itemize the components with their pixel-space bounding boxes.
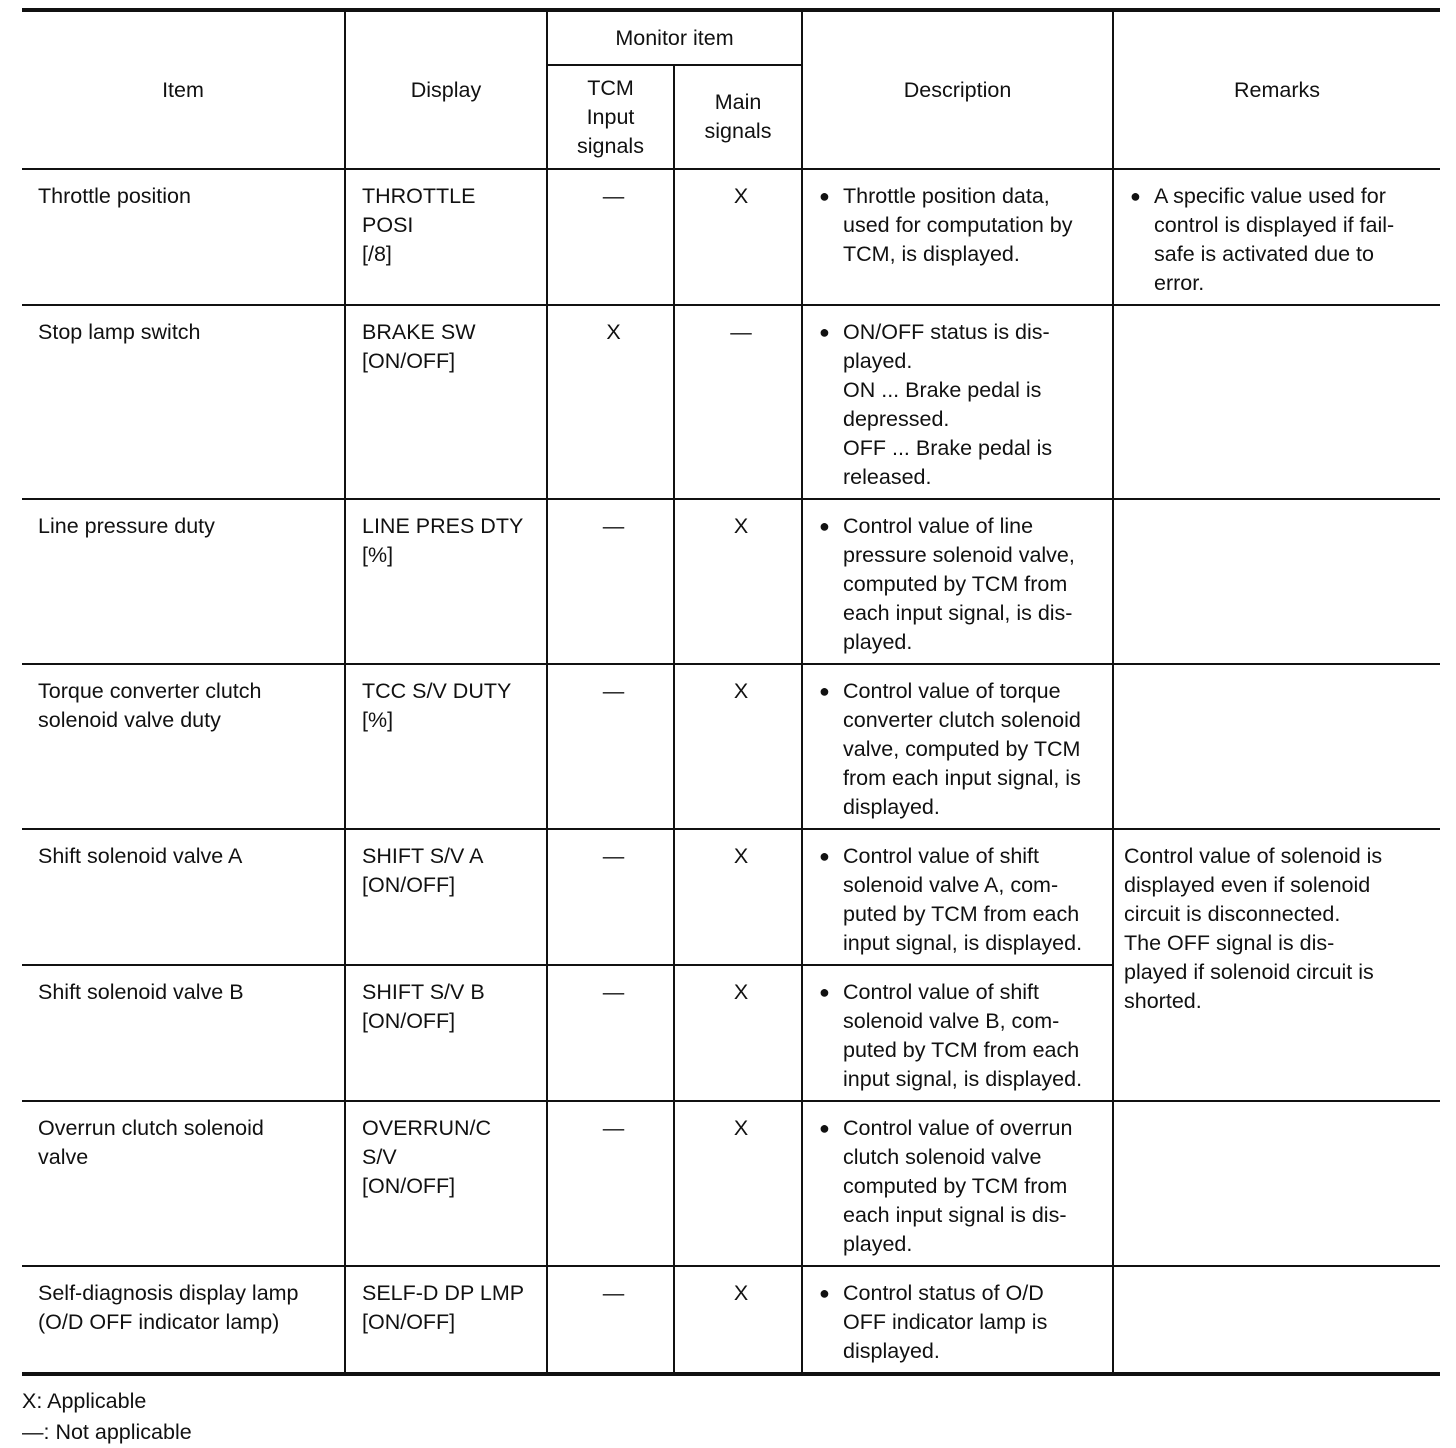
main-signal-mark: —: [674, 305, 802, 499]
tcm-input-mark: —: [547, 499, 674, 664]
display-cell-line: POSI: [362, 213, 414, 237]
display-cell-line: OVERRUN/C: [362, 1116, 492, 1140]
display-cell: [345, 664, 547, 829]
description-line: solenoid valve A, com-: [843, 873, 1059, 897]
description-line: input signal, is displayed.: [843, 931, 1083, 955]
display-cell-line: LINE PRES DTY: [362, 514, 524, 538]
tcm-input-mark: —: [547, 829, 674, 965]
description-line: TCM, is displayed.: [843, 242, 1020, 266]
tcm-input-mark: X: [547, 305, 674, 499]
display-cell-line: BRAKE SW: [362, 320, 476, 344]
description-line: played.: [843, 349, 913, 373]
bullet-icon: ●: [819, 982, 830, 1002]
header-tcm-input-signals-line: signals: [577, 133, 644, 158]
item-cell-line: solenoid valve duty: [38, 708, 221, 732]
shift-remarks-line: played if solenoid circuit is: [1124, 960, 1374, 984]
item-cell-line: (O/D OFF indicator lamp): [38, 1310, 280, 1334]
description-bullet-item: [819, 842, 1102, 958]
display-cell-line: TCC S/V DUTY: [362, 679, 512, 703]
main-signal-mark: X: [674, 1101, 802, 1266]
remarks-cell: [1113, 1266, 1440, 1374]
item-cell-line: Stop lamp switch: [38, 320, 201, 344]
document-page: [22, 8, 1440, 1448]
description-line: displayed.: [843, 1339, 940, 1363]
description-line: each input signal, is dis-: [843, 601, 1073, 625]
shift-remarks-line: Control value of solenoid is: [1124, 844, 1383, 868]
header-main-signals: [674, 65, 802, 169]
display-cell: [345, 965, 547, 1101]
description-bullet-item: [819, 677, 1102, 822]
bullet-icon: ●: [819, 1283, 830, 1303]
tcm-input-mark: —: [547, 169, 674, 305]
description-bullet-item: [819, 1279, 1102, 1366]
item-cell: [22, 169, 345, 305]
description-line: released.: [843, 465, 932, 489]
description-cell: [802, 169, 1113, 305]
description-cell: [802, 499, 1113, 664]
display-cell: [345, 499, 547, 664]
main-signal-mark: X: [674, 664, 802, 829]
remarks-cell: [1113, 1101, 1440, 1266]
description-line: computed by TCM from: [843, 572, 1068, 596]
header-description: Description: [802, 10, 1113, 169]
display-cell-line: [%]: [362, 543, 394, 567]
bullet-icon: ●: [819, 516, 830, 536]
description-cell: [802, 305, 1113, 499]
tcm-input-mark: —: [547, 664, 674, 829]
description-line: played.: [843, 1232, 913, 1256]
description-line: solenoid valve B, com-: [843, 1009, 1060, 1033]
description-line: Throttle position data,: [843, 184, 1050, 208]
display-cell: [345, 1266, 547, 1374]
description-line: depressed.: [843, 407, 950, 431]
item-cell-line: Shift solenoid valve B: [38, 980, 244, 1004]
description-cell: [802, 1101, 1113, 1266]
main-signal-mark: X: [674, 1266, 802, 1374]
bullet-icon: ●: [819, 846, 830, 866]
display-cell-line: SHIFT S/V B: [362, 980, 485, 1004]
bullet-icon: ●: [819, 322, 830, 342]
description-cell: [802, 829, 1113, 965]
description-line: Control value of torque: [843, 679, 1061, 703]
item-cell-line: Overrun clutch solenoid: [38, 1116, 264, 1140]
legend: [22, 1386, 1440, 1448]
remarks-cell: [1113, 305, 1440, 499]
display-cell-line: [ON/OFF]: [362, 1009, 456, 1033]
display-cell: [345, 1101, 547, 1266]
remarks-bullet-item: [1130, 182, 1430, 298]
description-cell: [802, 965, 1113, 1101]
remarks-line: control is displayed if fail-: [1154, 213, 1395, 237]
main-signal-mark: X: [674, 169, 802, 305]
item-cell: [22, 829, 345, 965]
header-display: Display: [345, 10, 547, 169]
description-line: computed by TCM from: [843, 1174, 1068, 1198]
bullet-icon: ●: [819, 1118, 830, 1138]
item-cell-line: Shift solenoid valve A: [38, 844, 243, 868]
main-signal-mark: X: [674, 499, 802, 664]
display-cell-line: [ON/OFF]: [362, 873, 456, 897]
description-line: converter clutch solenoid: [843, 708, 1081, 732]
description-line: puted by TCM from each: [843, 1038, 1080, 1062]
description-bullet-item: [819, 318, 1102, 492]
description-line: each input signal is dis-: [843, 1203, 1067, 1227]
description-line: Control value of shift: [843, 844, 1040, 868]
description-line: OFF ... Brake pedal is: [843, 436, 1053, 460]
remarks-line: safe is activated due to: [1154, 242, 1374, 266]
header-main-signals-line: Main: [714, 90, 762, 114]
legend-not-applicable: —: Not applicable: [22, 1420, 192, 1444]
header-item: Item: [22, 10, 345, 169]
description-line: from each input signal, is: [843, 766, 1081, 790]
item-cell-line: Self-diagnosis display lamp: [38, 1281, 299, 1305]
item-cell: [22, 1101, 345, 1266]
description-line: OFF indicator lamp is: [843, 1310, 1048, 1334]
description-line: Control status of O/D: [843, 1281, 1044, 1305]
shift-remarks-line: displayed even if solenoid: [1124, 873, 1371, 897]
display-cell-line: S/V: [362, 1145, 397, 1169]
legend-applicable: X: Applicable: [22, 1389, 147, 1413]
item-cell-line: Torque converter clutch: [38, 679, 262, 703]
description-line: puted by TCM from each: [843, 902, 1080, 926]
item-cell: [22, 965, 345, 1101]
table-row: [22, 305, 1440, 499]
shift-solenoid-remarks-cell: [1113, 829, 1440, 1101]
table-row: [22, 499, 1440, 664]
table-body: [22, 169, 1440, 1374]
remarks-cell: [1113, 169, 1440, 305]
header-tcm-input-signals-line: Input: [586, 104, 635, 129]
description-bullet-item: [819, 512, 1102, 657]
table-row: [22, 664, 1440, 829]
item-cell: [22, 305, 345, 499]
display-cell-line: SHIFT S/V A: [362, 844, 484, 868]
description-line: Control value of line: [843, 514, 1034, 538]
display-cell-line: SELF-D DP LMP: [362, 1281, 525, 1305]
description-line: ON/OFF status is dis-: [843, 320, 1050, 344]
display-cell: [345, 829, 547, 965]
table-row: [22, 829, 1440, 965]
header-tcm-input-signals-line: TCM: [587, 75, 634, 100]
description-line: input signal, is displayed.: [843, 1067, 1083, 1091]
shift-remarks-line: The OFF signal is dis-: [1124, 931, 1335, 955]
remarks-line: A specific value used for: [1154, 184, 1386, 208]
item-cell: [22, 664, 345, 829]
description-line: valve, computed by TCM: [843, 737, 1081, 761]
description-bullet-item: [819, 182, 1102, 269]
header-monitor-item: Monitor item: [547, 10, 802, 65]
item-cell-line: Throttle position: [38, 184, 191, 208]
tcm-input-mark: —: [547, 1266, 674, 1374]
display-cell-line: [ON/OFF]: [362, 1310, 456, 1334]
bullet-icon: ●: [1130, 186, 1141, 206]
remarks-line: error.: [1154, 271, 1205, 295]
display-cell-line: THROTTLE: [362, 184, 476, 208]
main-signal-mark: X: [674, 829, 802, 965]
bullet-icon: ●: [819, 186, 830, 206]
item-cell: [22, 1266, 345, 1374]
description-cell: [802, 664, 1113, 829]
remarks-cell: [1113, 664, 1440, 829]
display-cell-line: [ON/OFF]: [362, 349, 456, 373]
display-cell: [345, 169, 547, 305]
description-line: used for computation by: [843, 213, 1073, 237]
display-cell: [345, 305, 547, 499]
description-line: clutch solenoid valve: [843, 1145, 1042, 1169]
description-bullet-item: [819, 1114, 1102, 1259]
header-tcm-input-signals: [547, 65, 674, 169]
item-cell: [22, 499, 345, 664]
description-line: ON ... Brake pedal is: [843, 378, 1042, 402]
tcm-input-mark: —: [547, 1101, 674, 1266]
header-remarks: Remarks: [1113, 10, 1440, 169]
remarks-cell: [1113, 499, 1440, 664]
table-row: [22, 1101, 1440, 1266]
display-cell-line: [%]: [362, 708, 394, 732]
display-cell-line: [ON/OFF]: [362, 1174, 456, 1198]
table-row: [22, 1266, 1440, 1374]
monitor-item-table: [22, 8, 1440, 1376]
shift-remarks-line: shorted.: [1124, 989, 1202, 1013]
tcm-input-mark: —: [547, 965, 674, 1101]
bullet-icon: ●: [819, 681, 830, 701]
description-line: Control value of shift: [843, 980, 1040, 1004]
main-signal-mark: X: [674, 965, 802, 1101]
shift-remarks-line: circuit is disconnected.: [1124, 902, 1341, 926]
item-cell-line: valve: [38, 1145, 89, 1169]
description-bullet-item: [819, 978, 1102, 1094]
header-main-signals-line: signals: [704, 119, 772, 143]
description-cell: [802, 1266, 1113, 1374]
description-line: played.: [843, 630, 913, 654]
description-line: pressure solenoid valve,: [843, 543, 1075, 567]
display-cell-line: [/8]: [362, 242, 392, 266]
item-cell-line: Line pressure duty: [38, 514, 215, 538]
description-line: Control value of overrun: [843, 1116, 1073, 1140]
description-line: displayed.: [843, 795, 940, 819]
table-row: [22, 169, 1440, 305]
